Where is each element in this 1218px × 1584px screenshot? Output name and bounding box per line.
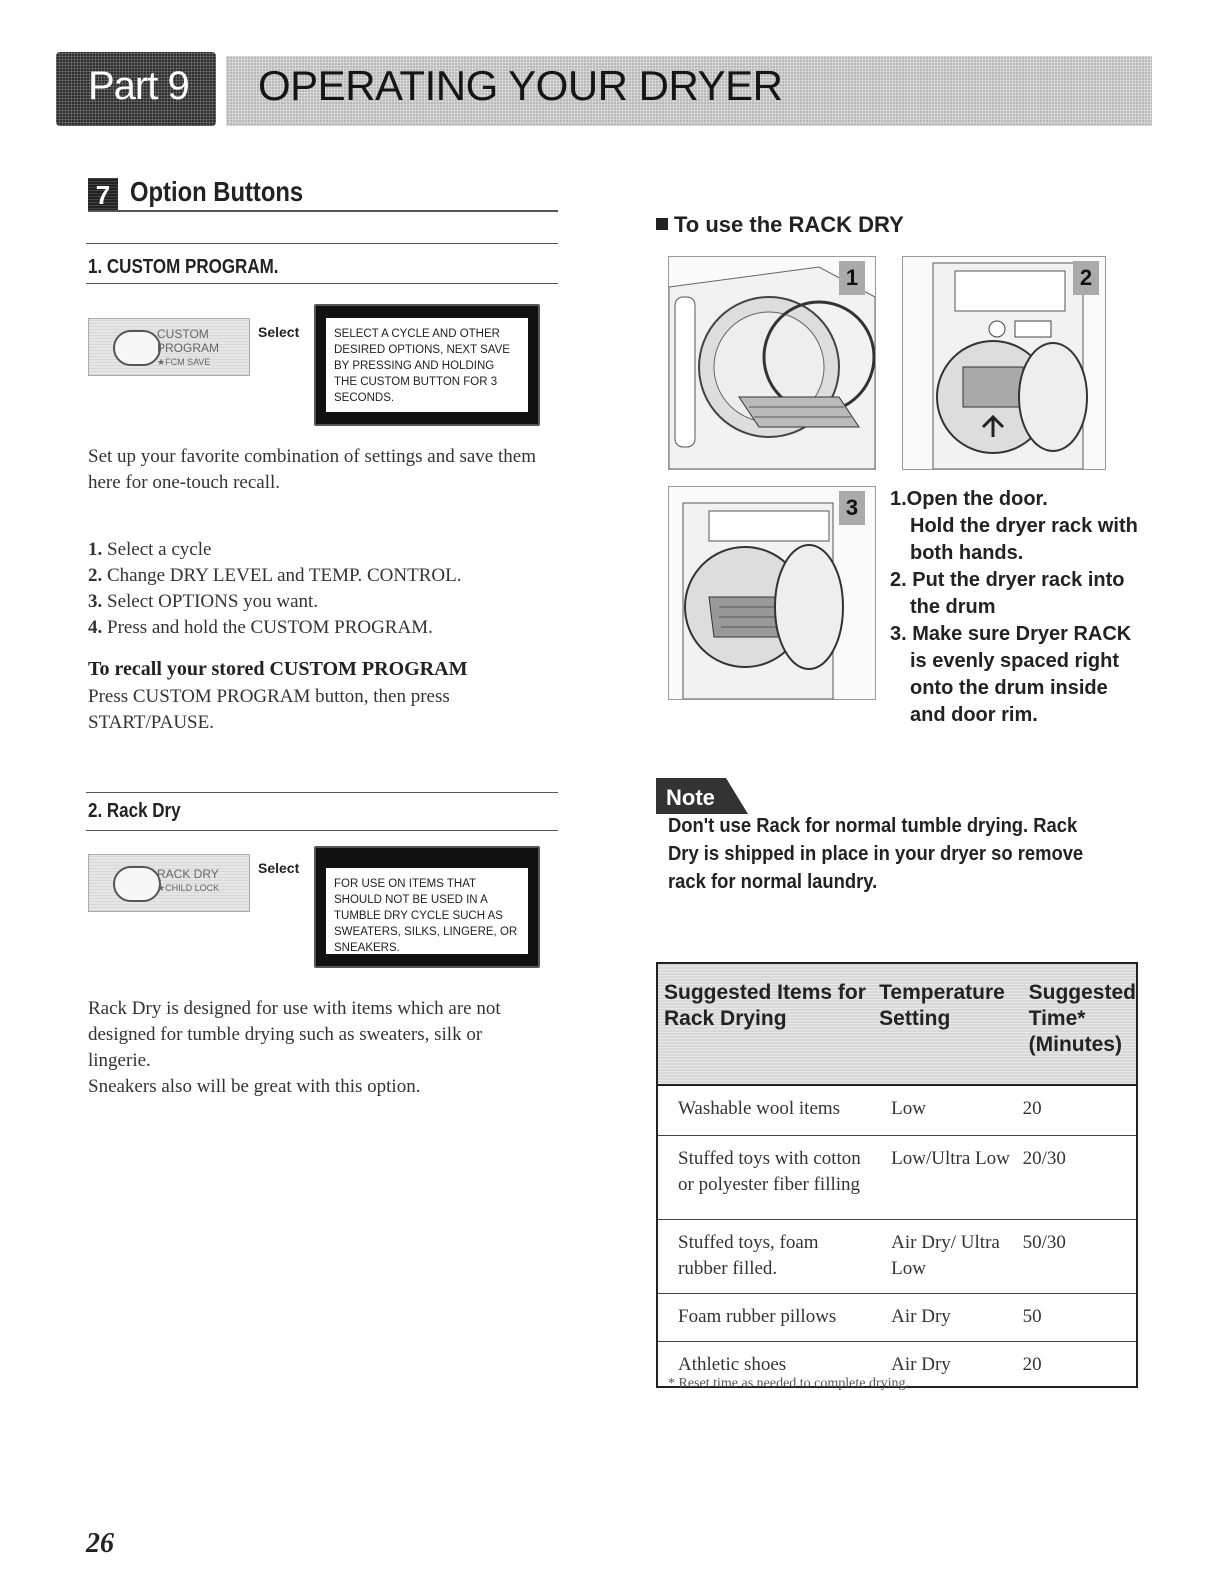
- table-header: Suggested Time* (Minutes): [1023, 963, 1137, 1085]
- step-2-line: 2. Put the dryer rack into: [890, 569, 1125, 591]
- rack-dry-description: Rack Dry is designed for use with items which are not designed for tumble drying such as sweaters, silk or lingerie.: [88, 998, 501, 1071]
- button-label: RACK DRY: [157, 867, 219, 881]
- button-label: CUSTOM: [157, 327, 209, 341]
- step-3-line: and door rim.: [910, 704, 1038, 726]
- step-badge: 1: [839, 261, 865, 295]
- step-1-line: both hands.: [910, 542, 1024, 564]
- part-label: Part 9: [88, 64, 189, 108]
- table-cell: Foam rubber pillows: [657, 1293, 873, 1341]
- note-label: Note: [666, 785, 715, 810]
- recall-heading: To recall your stored CUSTOM PROGRAM: [88, 658, 468, 680]
- divider: [86, 283, 558, 284]
- table-cell: Air Dry/ Ultra Low: [873, 1219, 1023, 1293]
- rack-illustration-1: [668, 256, 876, 470]
- table-row: [657, 1293, 1137, 1341]
- table-cell: Low: [873, 1085, 1023, 1135]
- custom-program-steps: [88, 537, 558, 641]
- table-cell: 20: [1023, 1341, 1137, 1387]
- button-label: PROGRAM: [157, 341, 220, 355]
- section-number-badge: 7: [88, 178, 118, 212]
- step-3-line: onto the drum inside: [910, 677, 1108, 699]
- step-badge: 2: [1073, 261, 1099, 295]
- list-item: 4. Press and hold the CUSTOM PROGRAM.: [88, 617, 433, 638]
- custom-program-button-image: [88, 318, 250, 376]
- custom-program-description: Set up your favorite combination of settings and save them here for one-touch recall.: [88, 446, 536, 493]
- table-header: Temperature Setting: [873, 963, 1023, 1085]
- table-cell: Washable wool items: [657, 1085, 873, 1135]
- table-row: [657, 1085, 1137, 1135]
- rack-illustration-3: [668, 486, 876, 700]
- table-row: [657, 1219, 1137, 1293]
- recall-text: Press CUSTOM PROGRAM button, then press START/PAUSE.: [88, 686, 450, 733]
- table-cell: Low/Ultra Low: [873, 1135, 1023, 1219]
- rack-drying-table: [656, 962, 1138, 1388]
- table-cell: Athletic shoes: [657, 1341, 873, 1387]
- table-cell: Air Dry: [873, 1293, 1023, 1341]
- divider: [86, 243, 558, 244]
- rack-illustration-2: [902, 256, 1106, 470]
- button-sublabel: ★CHILD LOCK: [157, 883, 220, 893]
- section-title: Option Buttons: [130, 176, 304, 207]
- list-item: 2. Change DRY LEVEL and TEMP. CONTROL.: [88, 565, 462, 586]
- note-badge: [656, 778, 748, 814]
- button-oval-icon: [113, 866, 161, 902]
- table-cell: 50/30: [1023, 1219, 1137, 1293]
- note-text: Don't use Rack for normal tumble drying. Rack Dry is shipped in place in your dryer so remove rack for normal laundry.: [668, 815, 1084, 893]
- section-underline: [88, 210, 558, 212]
- select-label: Select: [258, 860, 300, 876]
- divider: [86, 792, 558, 793]
- page-title: OPERATING YOUR DRYER: [258, 62, 783, 109]
- step-2-line: the drum: [910, 596, 996, 618]
- step-1-line: 1.Open the door.: [890, 488, 1048, 510]
- list-item: 1. Select a cycle: [88, 539, 212, 560]
- display-screen-text: FOR USE ON ITEMS THAT SHOULD NOT BE USED IN A TUMBLE DRY CYCLE SUCH AS SWEATERS, SILKS, LINGERE, OR SNEAKERS.: [326, 868, 528, 954]
- table-cell: Stuffed toys, foam rubber filled.: [657, 1219, 873, 1293]
- display-screen-text: SELECT A CYCLE AND OTHER DESIRED OPTIONS, NEXT SAVE BY PRESSING AND HOLDING THE CUSTOM BUTTON FOR 3 SECONDS.: [326, 318, 528, 412]
- note-icon: [656, 778, 748, 814]
- table-row: [657, 1135, 1137, 1219]
- rack-use-steps: [890, 486, 1138, 729]
- table-footnote: * Reset time as needed to complete drying.: [668, 1376, 910, 1391]
- table-header: Suggested Items for Rack Drying: [657, 963, 873, 1085]
- rack-dry-button-image: [88, 854, 250, 912]
- rack-dry-description-2: Sneakers also will be great with this option.: [88, 1076, 421, 1097]
- list-item: 3. Select OPTIONS you want.: [88, 591, 319, 612]
- select-label: Select: [258, 324, 300, 340]
- table-header-row: [657, 963, 1137, 1085]
- rack-dry-heading: 2. Rack Dry: [88, 800, 181, 822]
- bullet-square-icon: [656, 218, 668, 230]
- table-cell: Air Dry: [873, 1341, 1023, 1387]
- table-cell: 50: [1023, 1293, 1137, 1341]
- divider: [86, 830, 558, 831]
- table-cell: 20: [1023, 1085, 1137, 1135]
- page-number: 26: [86, 1528, 114, 1559]
- rack-use-heading: To use the RACK DRY: [656, 212, 904, 238]
- table-cell: Stuffed toys with cotton or polyester fiber filling: [657, 1135, 873, 1219]
- step-1-line: Hold the dryer rack with: [910, 515, 1138, 537]
- custom-program-heading: 1. CUSTOM PROGRAM.: [88, 256, 279, 278]
- button-sublabel: ★FCM SAVE: [157, 357, 211, 367]
- step-badge: 3: [839, 491, 865, 525]
- display-screen: [314, 304, 540, 426]
- display-screen: [314, 846, 540, 968]
- table-cell: 20/30: [1023, 1135, 1137, 1219]
- button-oval-icon: [113, 330, 161, 366]
- step-3-line: is evenly spaced right: [910, 650, 1119, 672]
- step-3-line: 3. Make sure Dryer RACK: [890, 623, 1132, 645]
